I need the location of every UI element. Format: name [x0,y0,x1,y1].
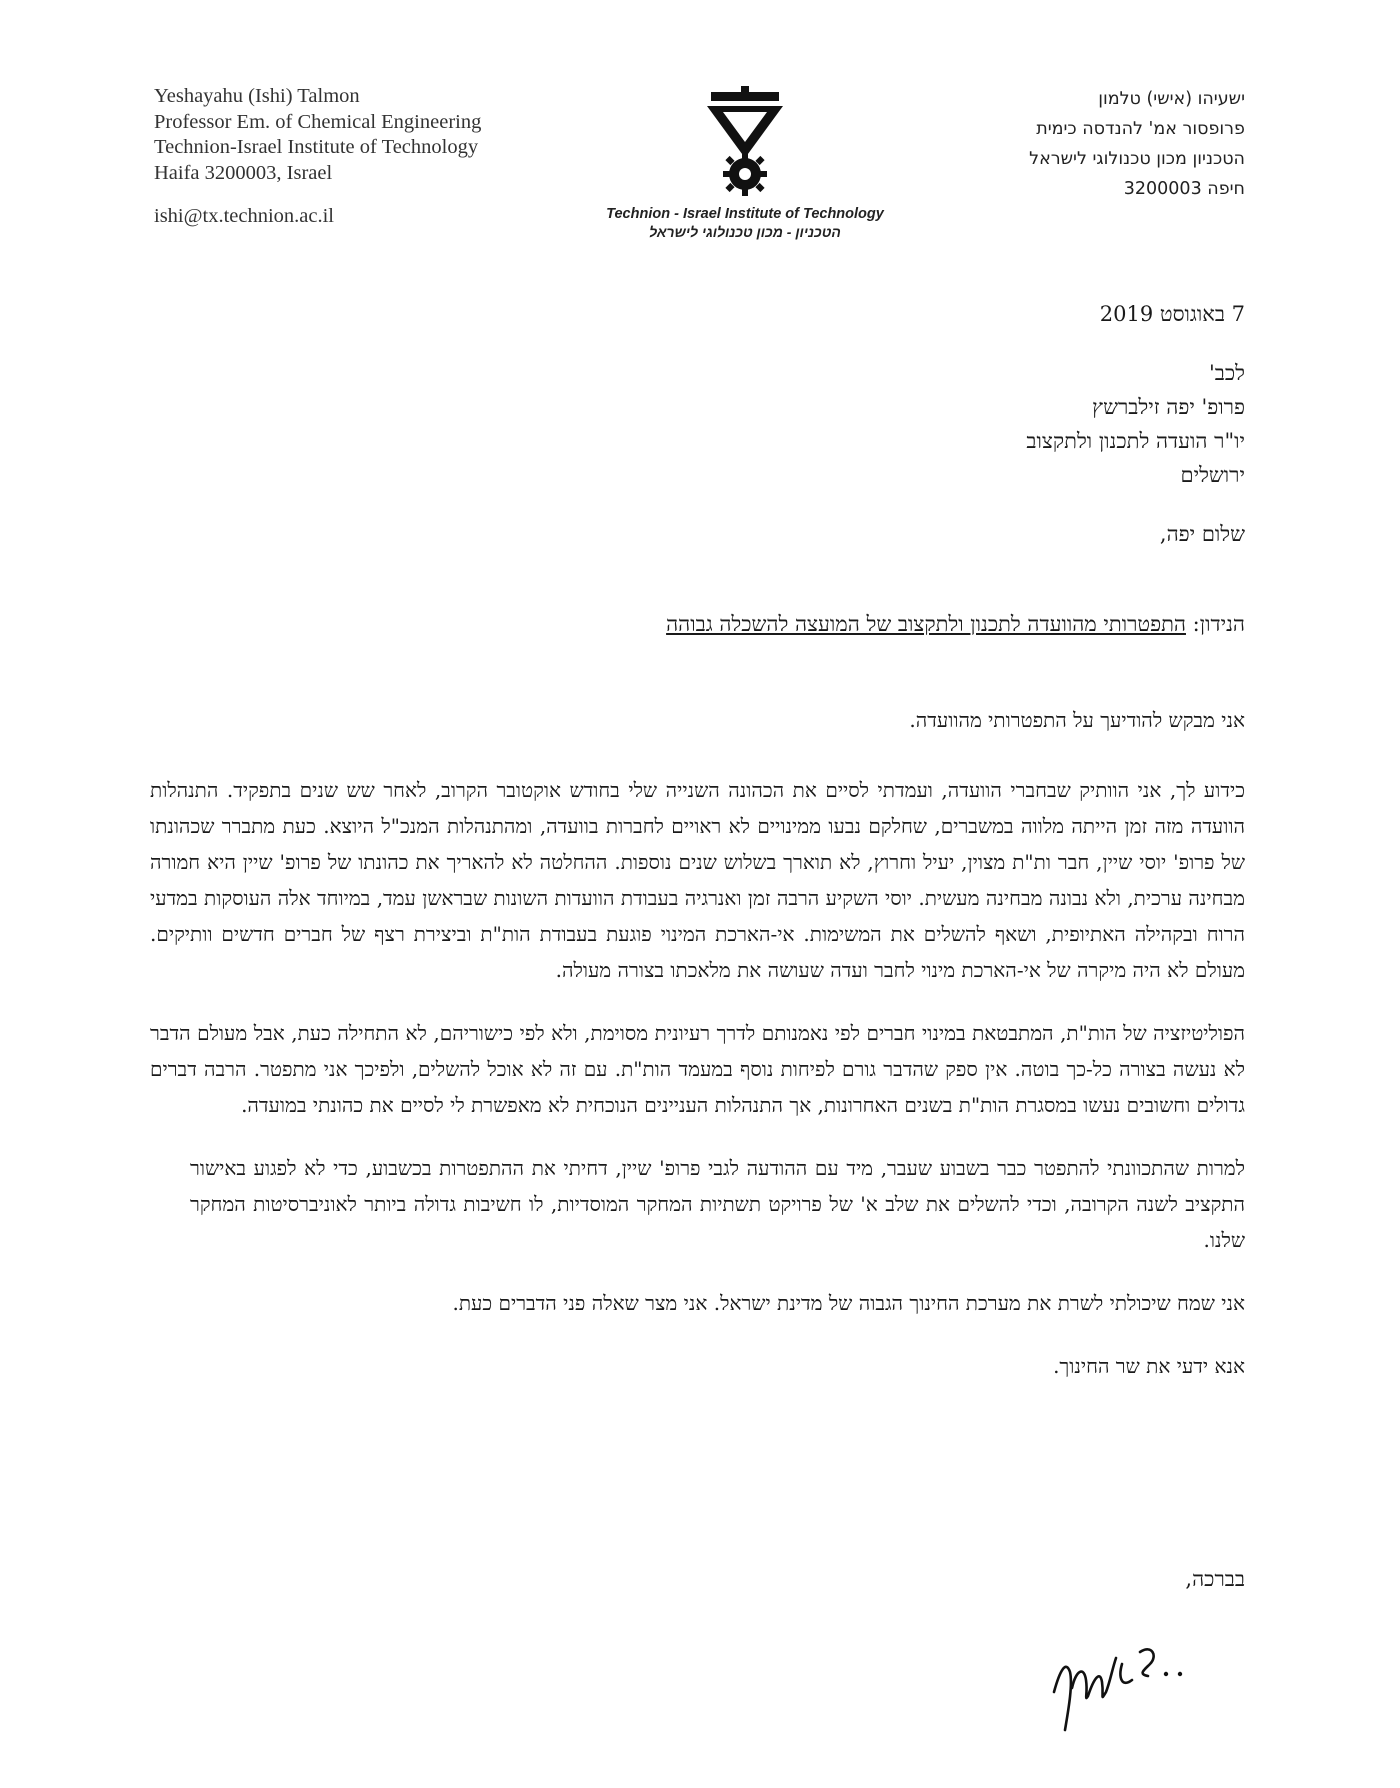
sender-institution-he: הטכניון מכון טכנולוגי לישראל [1029,149,1245,169]
sender-name-en: Yeshayahu (Ishi) Talmon [154,85,360,107]
sender-english-block [154,84,574,230]
sender-title-en: Professor Em. of Chemical Engineering [154,110,482,133]
addressee-block [1026,356,1245,492]
subject-line [666,612,1245,637]
addressee-line: לכב' [1209,361,1245,385]
sender-title-he: פרופסור אמ' להנדסה כימית [1036,119,1245,139]
sender-hebrew-block [885,84,1245,204]
logo-caption-he: הטכניון - מכון טכנולוגי לישראל [649,224,841,240]
technion-logo [600,86,890,240]
body-paragraph: הפוליטיזציה של הות"ת, המתבטאת במינוי חברים לפי נאמנותם לדרך רעיונית מסוימת, ולא לפי כישוריהם, לא התחילה כעת, אבל מעולם הדבר לא נעשה בצורה כל-כך בוטה. אין ספק שהדבר גורם לפיחות נוסף במעמד הות"ת. עם זה לא אוכל להשלים, ולפיכך אני מתפטר. הרבה דברים גדולים וחשובים נעשו במסגרת הות"ת בשנים האחרונות, אך התנהלות העניינים הנוכחית לא מאפשרת לי לסיים את כהונתי במועדה. [150,1021,1245,1117]
addressee-line: ירושלים [1180,463,1245,487]
sender-name-he: ישעיהו (אישי) טלמון [1098,89,1245,109]
letter-body [150,702,1245,1411]
subject-label: הנידון: [1192,612,1245,636]
sender-email: ishi@tx.technion.ac.il [154,205,334,227]
body-paragraph: כידוע לך, אני הוותיק שבחברי הוועדה, ועמדתי לסיים את הכהונה השנייה שלי בחודש אוקטובר הקרוב, לאחר שש שנים בתפקיד. התנהלות הוועדה מזה זמן הייתה מלווה במשברים, שחלקם נבעו ממינויים לא ראויים לחברות בוועדה, ומהתנהלות המנכ"ל היוצא. כעת מתברר שכהונתו של פרופ' יוסי שיין, חבר ות"ת מצוין, יעיל וחרוץ, לא תוארך בשלוש שנים נוספות. ההחלטה לא להאריך את כהונתו של פרופ' שיין היא חמורה מבחינה ערכית, ולא נבונה מבחינה מעשית. יוסי השקיע הרבה זמן ואנרגיה בעבודת הוועדות השונות שבראשן עמד, במיוחד אלה העוסקות במדעי הרוח ובקהילה האתיופית, ושאף להשלים את המשימות. אי-הארכת המינוי פוגעת בעבודת הות"ת וביצירת רצף של חברים חדשים וותיקים. מעולם לא היה מיקרה של אי-הארכת מינוי לחבר ועדה שעושה את מלאכתו בצורה מעולה. [150,778,1245,982]
body-paragraph: למרות שהתכוונתי להתפטר כבר בשבוע שעבר, מיד עם ההודעה לגבי פרופ' שיין, דחיתי את ההתפטרות בכשבוע, כדי לא לפגוע באישור התקציב לשנה הקרובה, וכדי להשלים את שלב א' של פרויקט תשתיות המחקר המוסדיות, לו חשיבות גדולה ביותר לאוניברסיטות המחקר שלנו. [190,1156,1245,1252]
closing: בברכה, [1185,1567,1245,1591]
addressee-line: פרופ' יפה זילברשץ [1092,395,1245,419]
body-paragraph: אני מבקש להודיעך על התפטרותי מהוועדה. [909,708,1245,732]
body-paragraph: אני שמח שיכולתי לשרת את מערכת החינוך הגבוה של מדינת ישראל. אני מצר שאלה פני הדברים כעת. [452,1291,1245,1315]
letter-date: 7 באוגוסט 2019 [1099,302,1245,326]
subject-text: התפטרותי מהוועדה לתכנון ולתקצוב של המועצה להשכלה גבוהה [666,612,1186,636]
addressee-line: יו"ר הועדה לתכנון ולתקצוב [1026,429,1245,453]
greeting: שלום יפה, [1159,522,1245,546]
sender-address-en: Haifa 3200003, Israel [154,161,333,184]
technion-emblem-icon [705,86,785,198]
sender-institution-en: Technion-Israel Institute of Technology [154,136,479,158]
handwritten-signature [1040,1630,1190,1744]
sender-address-he: חיפה 3200003 [1123,179,1245,199]
body-paragraph: אנא ידעי את שר החינוך. [1053,1354,1245,1378]
logo-caption-en: Technion - Israel Institute of Technology [606,206,884,222]
